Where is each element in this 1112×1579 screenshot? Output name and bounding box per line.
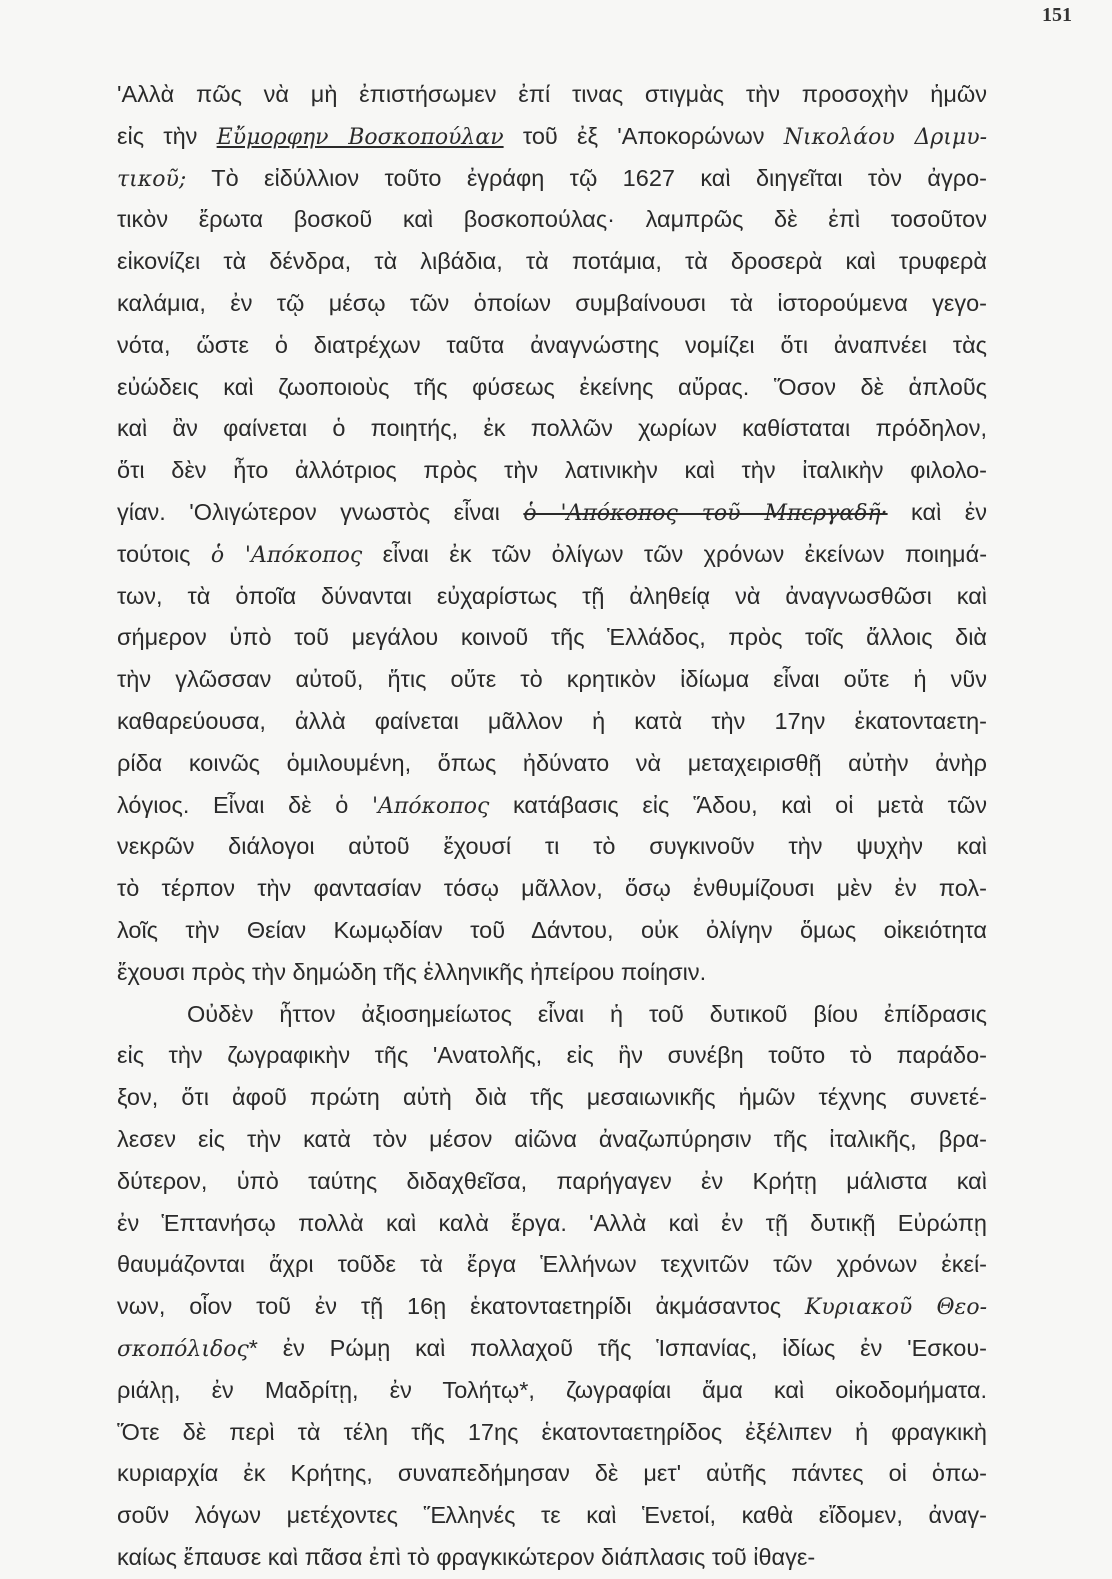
text-line — [117, 826, 987, 868]
text-segment: Τὸ εἰδύλλιον τοῦτο ἐγράφη τῷ 1627 καὶ διηγεῖται τὸν ἀγρο- — [186, 164, 987, 191]
text-line — [117, 199, 987, 241]
text-line — [117, 785, 987, 827]
text-segment: ὁ 'Απόκοπος — [210, 542, 363, 568]
text-segment: εἰς τὴν ζωγραφικὴν τῆς 'Ανατολῆς, εἰς ἣν συνέβη τοῦτο τὸ παράδο- — [117, 1042, 987, 1069]
text-segment: καθαρεύουσα, ἀλλὰ φαίνεται μᾶλλον ἡ κατὰ τὴν 17ην ἑκατονταετη- — [117, 707, 987, 734]
text-segment: λοῖς τὴν Θείαν Κωμῳδίαν τοῦ Δάντου, οὐκ ὀλίγην ὅμως οἰκειότητα — [117, 916, 987, 943]
text-line — [117, 534, 987, 576]
text-line — [117, 1161, 987, 1203]
text-segment: νότα, ὥστε ὁ διατρέχων ταῦτα ἀναγνώστης νομίζει ὅτι ἀναπνέει τὰς — [117, 331, 987, 358]
text-segment: 'Αλλὰ πῶς νὰ μὴ ἐπιστήσωμεν ἐπί τινας στιγμὰς τὴν προσοχὴν ἡμῶν — [117, 81, 987, 107]
text-line — [117, 1328, 987, 1370]
page-number: 151 — [1042, 4, 1072, 26]
text-line — [117, 1495, 987, 1537]
text-segment: σοῦν λόγων μετέχοντες Ἕλληνές τε καὶ Ἑνετοί, καθὰ εἴδομεν, ἀναγ- — [117, 1502, 987, 1529]
text-segment: * ἐν Ρώμῃ καὶ πολλαχοῦ τῆς Ἱσπανίας, ἰδίως ἐν 'Εσκου- — [248, 1334, 987, 1361]
text-line — [117, 492, 987, 534]
text-segment: νων, οἷον τοῦ ἐν τῇ 16ῃ ἑκατονταετηρίδι ἀκμάσαντος — [117, 1293, 805, 1320]
text-line — [117, 74, 987, 116]
text-segment: τοῦ ἐξ 'Αποκορώνων — [503, 122, 784, 149]
text-segment: τικοῦ; — [117, 166, 187, 192]
text-line — [117, 994, 987, 1036]
text-line — [117, 659, 987, 701]
text-segment: κυριαρχία ἐκ Κρήτης, συναπεδήμησαν δὲ μετ' αὐτῆς πάντες οἱ ὁπω- — [117, 1460, 987, 1487]
text-line — [117, 241, 987, 283]
text-line — [117, 1077, 987, 1119]
text-line — [117, 116, 987, 158]
text-segment: ξον, ὅτι ἀφοῦ πρώτη αὐτὴ διὰ τῆς μεσαιωνικῆς ἡμῶν τέχνης συνετέ- — [117, 1084, 987, 1111]
text-line — [117, 1286, 987, 1328]
text-line — [117, 1119, 987, 1161]
text-line — [117, 1203, 987, 1245]
text-segment: ριάλῃ, ἐν Μαδρίτῃ, ἐν Τολήτῳ*, ζωγραφίαι ἅμα καὶ οἰκοδομήματα. — [117, 1376, 987, 1403]
text-line — [117, 1035, 987, 1077]
text-segment: ὅτι δὲν ἦτο ἀλλότριος πρὸς τὴν λατινικὴν καὶ τὴν ἰταλικὴν φιλολο- — [117, 457, 987, 484]
text-line — [117, 910, 987, 952]
text-segment: κατάβασις εἰς Ἅδου, καὶ οἱ μετὰ τῶν — [489, 791, 987, 818]
text-line — [117, 1244, 987, 1286]
text-line — [117, 743, 987, 785]
body-text — [117, 74, 987, 1579]
text-line — [117, 367, 987, 409]
text-segment: Εὔμορφην Βοσκοπούλαν — [216, 124, 504, 150]
text-segment: καλάμια, ἐν τῷ μέσῳ τῶν ὁποίων συμβαίνουσι τὰ ἱστορούμενα γεγο- — [117, 289, 987, 316]
text-segment: καὶ ἂν φαίνεται ὁ ποιητής, ἐκ πολλῶν χωρίων καθίσταται πρόδηλον, — [117, 415, 987, 442]
text-segment: θαυμάζονται ἄχρι τοῦδε τὰ ἔργα Ἑλλήνων τεχνιτῶν τῶν χρόνων ἐκεί- — [117, 1251, 987, 1278]
text-segment: Κυριακοῦ Θεο- — [804, 1295, 987, 1321]
text-segment: τὴν γλῶσσαν αὐτοῦ, ἥτις οὔτε τὸ κρητικὸν ἰδίωμα εἶναι οὔτε ἡ νῦν — [117, 666, 987, 693]
text-segment: λόγιος. Εἶναι δὲ ὁ — [117, 791, 372, 818]
text-segment: καὶ ἐν — [887, 498, 987, 525]
text-line — [117, 701, 987, 743]
text-segment: λεσεν εἰς τὴν κατὰ τὸν μέσον αἰῶνα ἀναζωπύρησιν τῆς ἰταλικῆς, βρα- — [117, 1125, 987, 1152]
text-line — [117, 952, 987, 994]
text-segment: τούτοις — [117, 540, 211, 567]
text-segment: ἐν Ἑπτανήσῳ πολλὰ καὶ καλὰ ἔργα. 'Αλλὰ καὶ ἐν τῇ δυτικῇ Εὐρώπῃ — [117, 1209, 987, 1236]
text-line — [117, 408, 987, 450]
text-segment: τὸ τέρπον τὴν φαντασίαν τόσῳ μᾶλλον, ὅσῳ ἐνθυμίζουσι μὲν ἐν πολ- — [117, 875, 987, 902]
text-line — [117, 325, 987, 367]
text-line — [117, 1412, 987, 1454]
text-segment: Ὅτε δὲ περὶ τὰ τέλη τῆς 17ης ἑκατονταετηρίδος ἐξέλιπεν ἡ φραγκικὴ — [117, 1418, 987, 1445]
text-segment: εἰς τὴν — [117, 122, 217, 149]
text-line — [117, 1453, 987, 1495]
text-segment: σκοπόλιδος — [117, 1336, 249, 1362]
text-segment: ρίδα κοινῶς ὁμιλουμένη, ὅπως ἠδύνατο νὰ μεταχειρισθῇ αὐτὴν ἀνὴρ — [117, 749, 987, 776]
text-line — [117, 617, 987, 659]
text-segment: σήμερον ὑπὸ τοῦ μεγάλου κοινοῦ τῆς Ἑλλάδος, πρὸς τοῖς ἄλλοις διὰ — [117, 624, 987, 651]
text-line — [117, 1370, 987, 1412]
text-segment: γίαν. 'Ολιγώτερον γνωστὸς εἶναι — [117, 498, 524, 525]
text-segment: των, τὰ ὁποῖα δύνανται εὐχαρίστως τῇ ἀληθείᾳ νὰ ἀναγνωσθῶσι καὶ — [117, 582, 987, 609]
text-line — [117, 158, 987, 200]
text-line — [117, 576, 987, 618]
text-line — [117, 1537, 987, 1579]
text-segment: Οὐδὲν ἧττον ἀξιοσημείωτος εἶναι ἡ τοῦ δυτικοῦ βίου ἐπίδρασις — [187, 1000, 987, 1027]
text-segment: εἰκονίζει τὰ δένδρα, τὰ λιβάδια, τὰ ποτάμια, τὰ δροσερὰ καὶ τρυφερὰ — [117, 248, 987, 275]
text-segment: Νικολάου Δριμυ- — [783, 124, 987, 150]
text-segment: καίως ἔπαυσε καὶ πᾶσα ἐπὶ τὸ φραγκικώτερον διάπλασις τοῦ ἰθαγε- — [117, 1543, 816, 1570]
text-segment: δύτερον, ὑπὸ ταύτης διδαχθεῖσα, παρήγαγεν ἐν Κρήτῃ μάλιστα καὶ — [117, 1167, 987, 1194]
text-segment: ἔχουσι πρὸς τὴν δημώδη τῆς ἑλληνικῆς ἠπείρου ποίησιν. — [117, 958, 707, 985]
text-segment: νεκρῶν διάλογοι αὐτοῦ ἔχουσί τι τὸ συγκινοῦν τὴν ψυχὴν καὶ — [117, 833, 987, 860]
text-segment: 'Απόκοπος — [371, 793, 490, 819]
text-line — [117, 868, 987, 910]
text-segment: ὁ 'Απόκοπος τοῦ Μπεργαδῆ· — [523, 500, 888, 526]
text-segment: εὐώδεις καὶ ζωοποιοὺς τῆς φύσεως ἐκείνης αὔρας. Ὅσον δὲ ἁπλοῦς — [117, 373, 987, 400]
text-line — [117, 283, 987, 325]
text-segment: εἶναι ἐκ τῶν ὀλίγων τῶν χρόνων ἐκείνων ποιημά- — [362, 540, 987, 567]
text-line — [117, 450, 987, 492]
text-segment: τικὸν ἔρωτα βοσκοῦ καὶ βοσκοπούλας· λαμπρῶς δὲ ἐπὶ τοσοῦτον — [117, 206, 987, 233]
